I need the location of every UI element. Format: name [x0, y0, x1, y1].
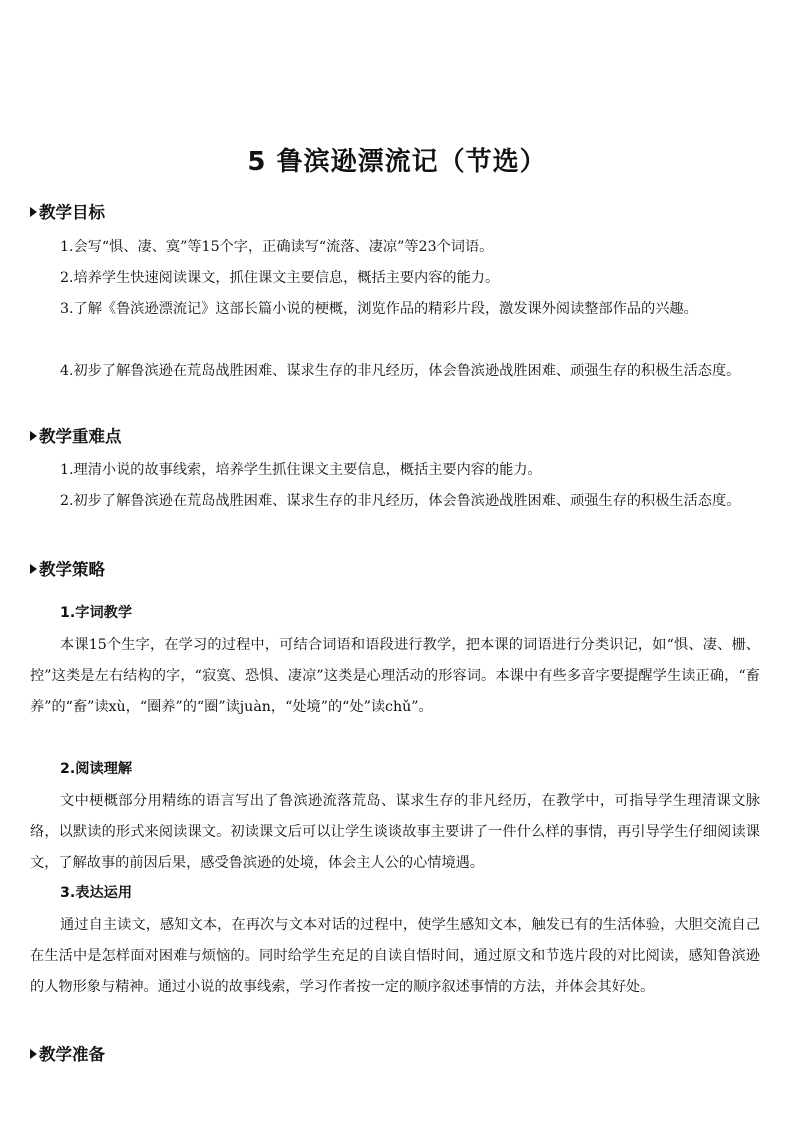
strategy-text-2: 文中梗概部分用精练的语言写出了鲁滨逊流落荒岛、谋求生存的非凡经历，在教学中，可指导学生理清课文脉络，以默读的形式来阅读课文。初读课文后可以让学生谈谈故事主要讲了一件什么样的事情，再引导学生仔细阅读课文，了解故事的前因后果，感受鲁滨逊的处境，体会主人公的心情境遇。: [30, 793, 760, 871]
goal-item-3: 3.了解《鲁滨逊漂流记》这部长篇小说的梗概，浏览作品的精彩片段，激发课外阅读整部作品的兴趣。: [60, 301, 698, 317]
strategy-subheading-2: 2.阅读理解: [60, 761, 133, 777]
section-heading-label: 教学目标: [39, 203, 105, 222]
section-heading-strategy: [30, 558, 105, 582]
goal-item-2: 2.培养学生快速阅读课文，抓住课文主要信息，概括主要内容的能力。: [60, 270, 500, 286]
section-heading-label: 教学策略: [39, 560, 105, 579]
strategy-subheading-3: 3.表达运用: [60, 885, 133, 901]
triangle-marker-icon: [30, 207, 37, 217]
key-point-item-2: 2.初步了解鲁滨逊在荒岛战胜困难、谋求生存的非凡经历，体会鲁滨逊战胜困难、顽强生存的积极生活态度。: [60, 493, 741, 509]
strategy-text-1: 本课15个生字，在学习的过程中，可结合词语和语段进行教学，把本课的词语进行分类识记，如“惧、凄、栅、控”这类是左右结构的字，“寂寞、恐惧、凄凉”这类是心理活动的形容词。本课中有些多音字要提醒学生读正确，“畜养”的“畜”读xù，“圈养”的“圈”读juàn，“处境”的“处”读chǔ”。: [30, 637, 760, 715]
section-heading-key-points: [30, 425, 122, 449]
section-heading-preparation: [30, 1043, 105, 1067]
triangle-marker-icon: [30, 1049, 37, 1059]
strategy-text-3: 通过自主读文，感知文本，在再次与文本对话的过程中，使学生感知文本，触发已有的生活体验，大胆交流自己在生活中是怎样面对困难与烦恼的。同时给学生充足的自读自悟时间，通过原文和节选片段的对比阅读，感知鲁滨逊的人物形象与精神。通过小说的故事线索，学习作者按一定的顺序叙述事情的方法，并体会其好处。: [30, 917, 760, 995]
triangle-marker-icon: [30, 431, 37, 441]
page-title: 5 鲁滨逊漂流记（节选）: [247, 147, 547, 177]
triangle-marker-icon: [30, 564, 37, 574]
section-heading-label: 教学准备: [39, 1045, 105, 1064]
strategy-subheading-1: 1.字词教学: [60, 605, 133, 621]
goal-item-4: 4.初步了解鲁滨逊在荒岛战胜困难、谋求生存的非凡经历，体会鲁滨逊战胜困难、顽强生存的积极生活态度。: [60, 363, 741, 379]
section-heading-goals: [30, 201, 105, 225]
key-point-item-1: 1.理清小说的故事线索，培养学生抓住课文主要信息，概括主要内容的能力。: [60, 462, 542, 478]
goal-item-1: 1.会写“惧、凄、寞”等15个字，正确读写“流落、凄凉”等23个词语。: [60, 239, 494, 255]
section-heading-label: 教学重难点: [39, 427, 122, 446]
